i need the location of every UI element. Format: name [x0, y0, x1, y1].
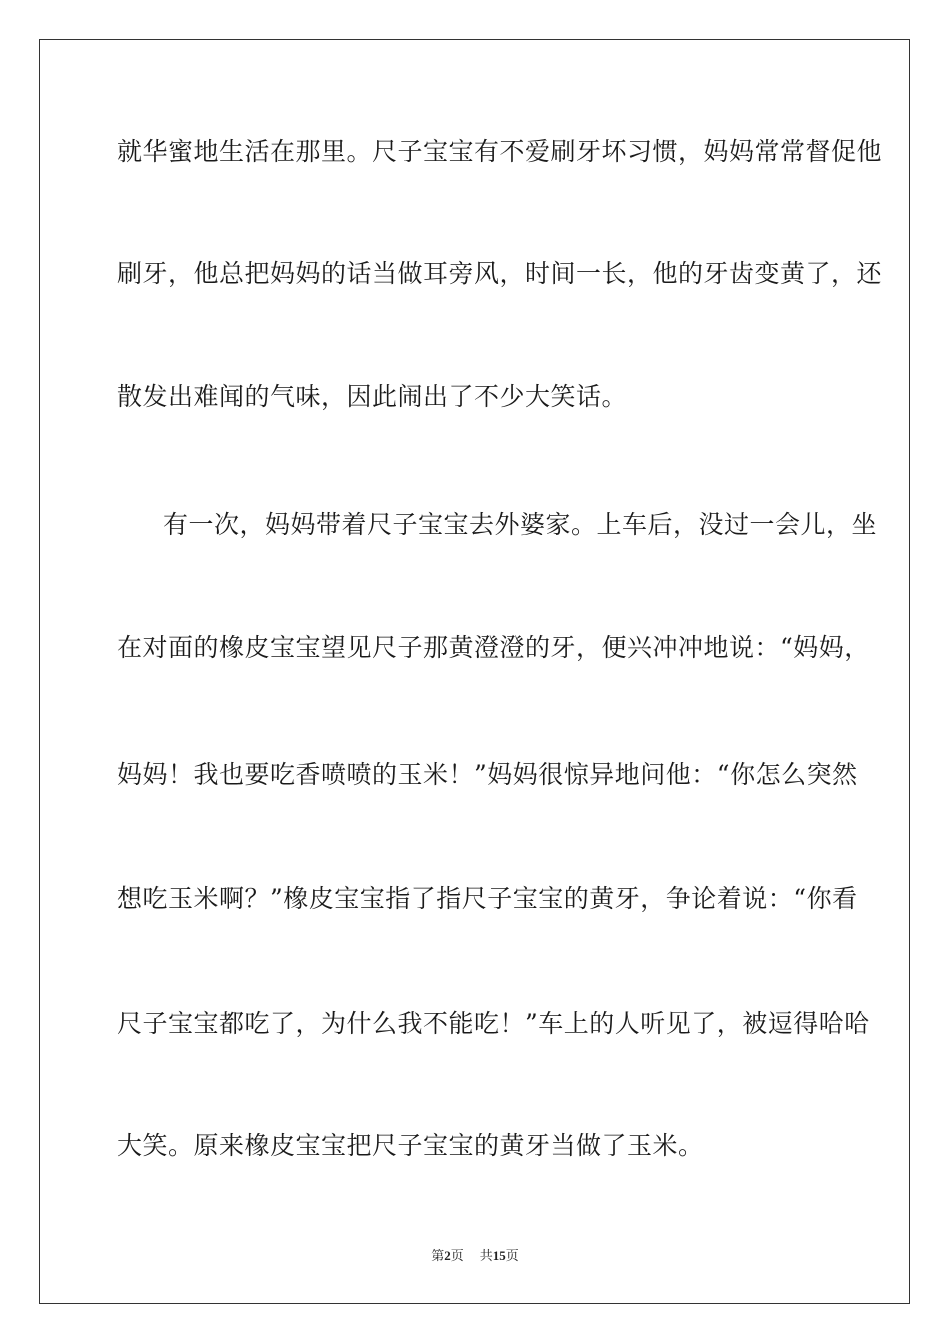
paragraph-line-9: 大笑。原来橡皮宝宝把尺子宝宝的黄牙当做了玉米。: [117, 1131, 704, 1160]
total-prefix: 共: [479, 1248, 493, 1263]
page-border: [39, 39, 910, 1304]
page-suffix: 页: [450, 1248, 464, 1263]
paragraph-line-8: 尺子宝宝都吃了，为什么我不能吃！”车上的人听见了，被逗得哈哈: [117, 1009, 870, 1038]
paragraph-line-7: 想吃玉米啊？”橡皮宝宝指了指尺子宝宝的黄牙，争论着说：“你看: [117, 884, 858, 913]
paragraph-line-4: 有一次，妈妈带着尺子宝宝去外婆家。上车后，没过一会儿，坐: [163, 510, 878, 539]
paragraph-line-3: 散发出难闻的气味，因此闹出了不少大笑话。: [117, 382, 628, 411]
paragraph-line-5: 在对面的橡皮宝宝望见尺子那黄澄澄的牙，便兴冲冲地说：“妈妈，: [117, 633, 870, 662]
paragraph-line-1: 就华蜜地生活在那里。尺子宝宝有不爱刷牙坏习惯，妈妈常常督促他: [117, 137, 883, 166]
page-footer: [0, 1247, 950, 1265]
total-pages: 15: [492, 1248, 506, 1263]
paragraph-line-6: 妈妈！我也要吃香喷喷的玉米！”妈妈很惊异地问他：“你怎么突然: [117, 760, 858, 789]
paragraph-line-2: 刷牙，他总把妈妈的话当做耳旁风，时间一长，他的牙齿变黄了，还: [117, 259, 883, 288]
total-suffix: 页: [505, 1248, 519, 1263]
page-prefix: 第: [431, 1248, 445, 1263]
page-number: 2: [444, 1248, 451, 1263]
